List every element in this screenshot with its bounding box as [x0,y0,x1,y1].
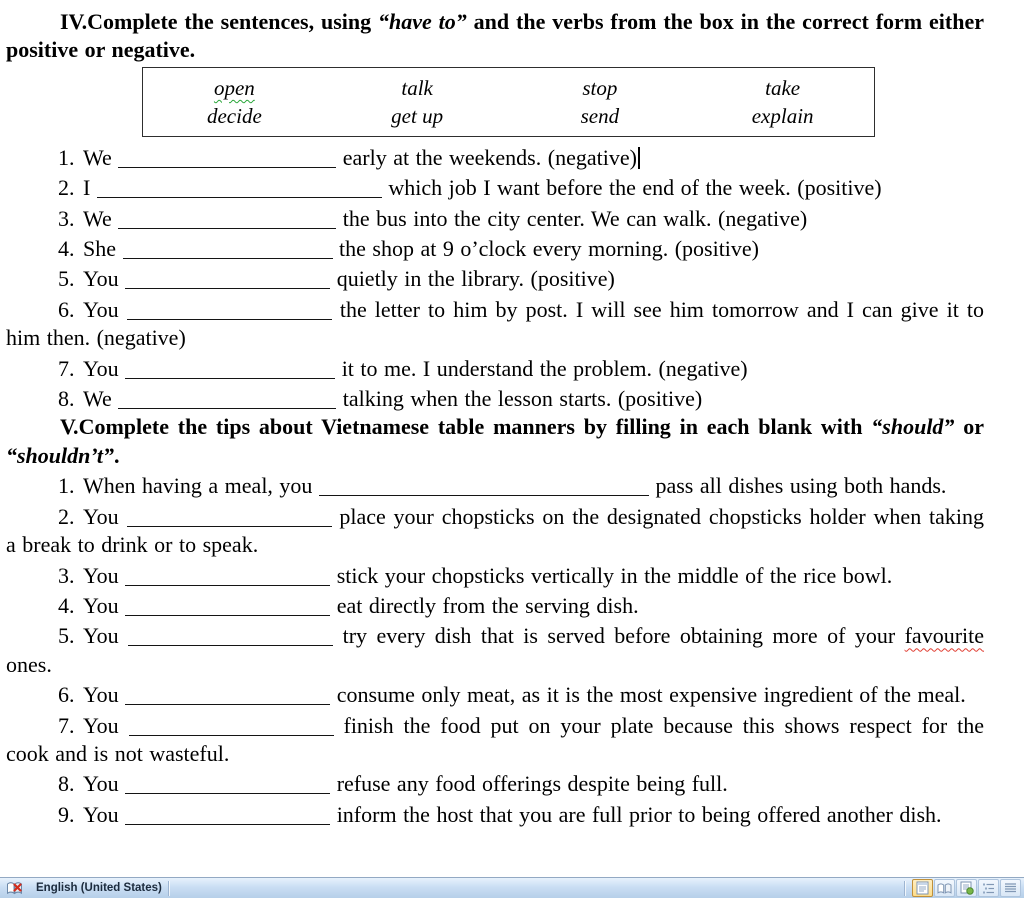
item-text-post: stick your chopsticks vertically in the middle of the rice bowl. [330,562,893,588]
answer-blank[interactable] [127,297,332,320]
item-text-post: pass all dishes using both hands. [648,473,947,499]
book-with-red-x-icon [6,881,23,896]
item-number: 3. [58,205,75,231]
item-number: 9. [58,801,75,827]
heading-text: Complete the sentences, using [87,9,379,34]
verb-word: open [213,75,255,100]
item-text-post: the shop at 9 o’clock every morning. (positive) [332,236,760,262]
answer-blank[interactable] [125,563,330,586]
item-number: 2. [58,503,75,529]
item-number: 3. [58,562,75,588]
answer-blank[interactable] [125,802,330,825]
item-text-post: quietly in the library. (positive) [330,266,615,292]
exercise-item[interactable] [6,353,984,383]
item-text-pre: You [83,623,129,649]
item-number: 4. [58,236,75,262]
document-area[interactable] [6,8,984,829]
exercise-item[interactable] [6,620,984,679]
heading-text: . [114,442,120,468]
item-text-pre: You [83,266,126,292]
item-text-pre: You [83,771,126,797]
item-text-pre: She [83,236,123,262]
item-number: 4. [58,592,75,618]
answer-blank[interactable] [118,145,336,168]
heading-text: “should” [871,414,955,440]
view-print-layout-button[interactable] [912,879,933,897]
verb-box [142,67,875,137]
answer-blank[interactable] [123,236,333,259]
section-heading [6,8,984,65]
answer-blank[interactable] [125,266,330,289]
answer-blank[interactable] [118,386,336,409]
answer-blank[interactable] [319,473,649,496]
verb-box-row [143,74,874,102]
item-number: 6. [58,682,75,708]
exercise-item[interactable] [6,799,984,829]
item-text-post: place your chopsticks on the designated chopsticks holder when taking a break to drink or to speak. [6,503,984,558]
answer-blank[interactable] [127,504,332,527]
open-book-icon [937,882,952,895]
verb-word: talk [401,75,433,100]
exercise-item[interactable] [6,203,984,233]
view-full-screen-reading-button[interactable] [934,879,955,897]
item-number: 1. [58,144,75,170]
exercise-item[interactable] [6,294,984,353]
item-text-post: talking when the lesson starts. (positive) [336,386,703,412]
view-web-layout-button[interactable] [956,879,977,897]
exercise-item[interactable] [6,263,984,293]
item-text-post: the bus into the city center. We can walk. (negative) [336,205,808,231]
exercise-item[interactable] [6,233,984,263]
item-text-pre: You [83,682,126,708]
answer-blank[interactable] [125,356,335,379]
verb-word: send [580,103,620,128]
item-text-pre: You [83,562,126,588]
section-number: IV. [60,9,88,34]
item-number: 6. [58,296,75,322]
status-bar [0,877,1024,898]
verb-word: take [765,75,801,100]
exercise-item[interactable] [6,768,984,798]
heading-text: “have to” [378,9,467,34]
item-text-pre: You [83,503,127,529]
item-text-post: early at the weekends. (negative) [336,144,637,170]
misspelled-word: favourite [904,623,985,649]
page-globe-icon [960,881,974,895]
text-cursor [638,147,640,169]
item-text-post: refuse any food offerings despite being full. [330,771,728,797]
status-separator [168,881,169,896]
item-text-pre: You [83,801,126,827]
heading-text: Complete the tips about Vietnamese table manners by filling in each blank with [78,414,872,440]
answer-blank[interactable] [129,713,334,736]
item-text-pre: You [83,592,126,618]
item-number: 8. [58,386,75,412]
item-number: 7. [58,355,75,381]
item-text-pre: You [83,296,127,322]
proofing-status-button[interactable] [3,879,25,898]
item-text-post: try every dish that is served before obtaining more of your [333,623,905,649]
verb-box-row [143,102,874,130]
item-number: 5. [58,266,75,292]
answer-blank[interactable] [118,206,336,229]
answer-blank[interactable] [97,175,382,198]
answer-blank[interactable] [128,623,333,646]
verb-word: stop [582,75,618,100]
item-text-post: which job I want before the end of the week. (positive) [381,175,882,201]
heading-text: and the verbs from the box in the correct form either positive or negative. [6,9,984,63]
item-number: 7. [58,712,75,738]
answer-blank[interactable] [125,682,330,705]
item-number: 8. [58,771,75,797]
verb-word: explain [751,103,814,128]
item-text-post: inform the host that you are full prior to being offered another dish. [330,801,942,827]
exercise-item[interactable] [6,470,984,500]
exercise-item[interactable] [6,501,984,560]
exercise-item[interactable] [6,710,984,769]
item-text-pre: We [83,205,119,231]
view-switcher [911,879,1021,897]
exercise-item[interactable] [6,590,984,620]
exercise-item[interactable] [6,560,984,590]
answer-blank[interactable] [125,593,330,616]
exercise-item[interactable] [6,383,984,413]
answer-blank[interactable] [125,771,330,794]
item-text-pre: We [83,386,119,412]
heading-text: or [954,414,984,440]
section-heading [6,413,984,470]
item-text-post: finish the food put on your plate because this shows respect for the cook and is not wasteful. [6,712,985,766]
item-text-pre: You [83,712,129,738]
draft-lines-icon [1004,882,1017,894]
view-outline-button[interactable] [978,879,999,897]
item-text-post: the letter to him by post. I will see him tomorrow and I can give it to him then. (negative) [6,296,985,351]
item-text-post: it to me. I understand the problem. (negative) [335,355,748,381]
item-text-post2: ones. [6,651,52,677]
item-text-pre: I [83,175,97,201]
exercise-item[interactable] [6,172,984,202]
outline-icon [982,882,995,894]
item-text-post: eat directly from the serving dish. [330,592,639,618]
view-draft-button[interactable] [1000,879,1021,897]
item-text-pre: When having a meal, you [83,473,319,499]
item-text-post: consume only meat, as it is the most expensive ingredient of the meal. [330,682,966,708]
language-indicator[interactable]: English (United States) [36,882,162,894]
exercise-item[interactable] [6,679,984,709]
item-text-pre: We [83,144,119,170]
item-number: 2. [58,175,75,201]
status-separator [904,881,905,896]
heading-text: “shouldn’t” [6,442,115,468]
exercise-item[interactable] [6,142,984,172]
item-text-pre: You [83,355,126,381]
print-layout-icon [916,881,929,895]
section-number: V. [60,414,79,440]
verb-word: decide [206,103,262,128]
item-number: 5. [58,623,75,649]
verb-word: get up [391,103,444,128]
item-number: 1. [58,473,75,499]
